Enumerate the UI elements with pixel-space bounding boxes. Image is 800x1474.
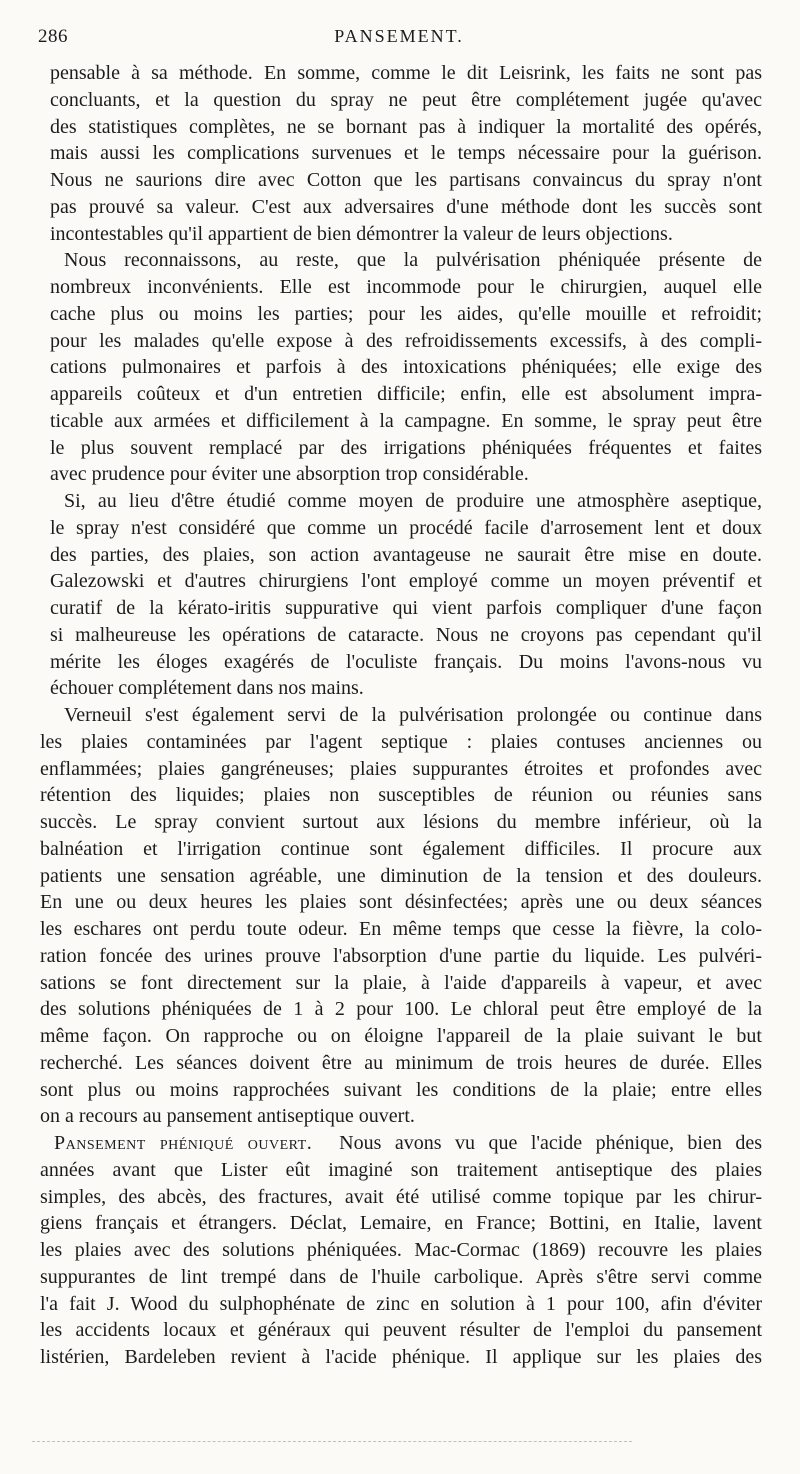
text-line: avec prudence pour éviter une absorption trop considérable. [50,463,529,486]
text-line: Galezowski et d'autres chirurgiens l'ont employé comme un moyen préventif et [50,570,762,593]
text-line: on a recours au pansement antiseptique ouvert. [40,1105,415,1128]
text-line: ticable aux armées et difficilement à la campagne. En somme, le spray peut être [50,409,762,432]
paragraph-start: Si, au lieu d'être étudié comme moyen de produire une atmosphère aseptique, [64,490,762,512]
text-line: sations se font directement sur la plaie, à l'aide d'appareils à vapeur, et avec [40,971,762,994]
text-line: suppurantes de lint trempé dans de l'huile carbolique. Après s'être servi comme [40,1265,762,1288]
paragraph-start: Nous reconnaissons, au reste, que la pulvérisation phéniquée présente de [64,249,762,272]
text-line: appareils coûteux et d'un entretien difficile; enfin, elle est absolument impra- [50,383,762,405]
footer-divider [32,1441,632,1442]
text-line: curatif de la kérato-iritis suppurative qui vient parfois compliquer d'une façon [50,597,762,619]
text-line: nombreux inconvénients. Elle est incommode pour le chirurgien, auquel elle [50,276,762,298]
text-line: incontestables qu'il appartient de bien démontrer la valeur de leurs objections. [50,222,673,245]
text-line: des statistiques complètes, ne se bornant pas à indiquer la mortalité des opérés, [50,115,762,138]
text-line: les eschares ont perdu toute odeur. En même temps que cesse la fièvre, la colo- [40,918,762,940]
text-line: l'a fait J. Wood du sulphophénate de zinc en solution à 1 pour 100, afin d'éviter [40,1292,762,1315]
text-line: patients une sensation agréable, une diminution de la tension et des douleurs. [40,864,762,887]
page-number: 286 [38,26,68,47]
text-line: simples, des abcès, des fractures, avait été utilisé comme topique par les chirur- [40,1185,762,1208]
text-line: Nous ne saurions dire avec Cotton que les partisans convaincus du spray n'ont [50,169,762,191]
text-line: le spray n'est considéré que comme un procédé facile d'arrosement lent et doux [50,516,762,539]
text-line: giens français et étrangers. Déclat, Lemaire, en France; Bottini, en Italie, lavent [40,1212,762,1235]
text-line: le plus souvent remplacé par des irrigations phéniquées fréquentes et faites [50,436,762,459]
section-heading: Pansement phéniqué ouvert. [54,1132,313,1154]
text-line: rétention des liquides; plaies non susceptibles de réunion ou réunies sans [40,784,762,807]
text-line: les plaies contaminées par l'agent septique : plaies contuses anciennes ou [40,730,762,753]
text-line: les accidents locaux et généraux qui peuvent résulter de l'emploi du pansement [40,1319,762,1342]
section-first-line: Nous avons vu que l'acide phénique, bien des [339,1132,762,1154]
text-line: cache plus ou moins les parties; pour les aides, qu'elle mouille et refroidit; [50,302,762,325]
text-line: si malheureuse les opérations de cataracte. Nous ne croyons pas cependant qu'il [50,623,762,646]
paragraph-start [40,1130,762,1157]
text-line: les plaies avec des solutions phéniquées. Mac-Cormac (1869) recouvre les plaies [40,1239,762,1261]
text-line: pensable à sa méthode. En somme, comme le dit Leisrink, les faits ne sont pas [50,62,762,84]
paragraph-start: Verneuil s'est également servi de la pulvérisation prolongée ou continue dans [64,704,762,726]
text-line: balnéation et l'irrigation continue sont également difficiles. Il procure aux [40,837,762,860]
text-line: cations pulmonaires et parfois à des intoxications phéniquées; elle exige des [50,356,762,379]
text-line: même façon. On rapproche ou on éloigne l'appareil de la plaie suivant le but [40,1025,762,1047]
body-text [40,60,762,1371]
text-line: sont plus ou moins rapprochées suivant les conditions de la plaie; entre elles [40,1078,762,1101]
text-line: des solutions phéniquées de 1 à 2 pour 100. Le chloral peut être employé de la [40,998,762,1021]
text-line: concluants, et la question du spray ne peut être complétement jugée qu'avec [50,88,762,111]
text-line: pour les malades qu'elle expose à des refroidissements excessifs, à des compli- [50,329,762,352]
text-line: ration foncée des urines prouve l'absorption d'une partie du liquide. Les pulvéri- [40,944,762,967]
running-title: PANSEMENT. [334,26,464,46]
text-line: succès. Le spray convient surtout aux lésions du membre inférieur, où la [40,811,762,833]
text-line: mérite les éloges exagérés de l'oculiste français. Du moins l'avons-nous vu [50,650,762,673]
text-line: recherché. Les séances doivent être au minimum de trois heures de durée. Elles [40,1051,762,1074]
page-header [38,26,760,56]
text-line: mais aussi les complications survenues et le temps nécessaire pour la guérison. [50,142,762,165]
text-line: En une ou deux heures les plaies sont désinfectées; après une ou deux séances [40,891,762,914]
text-line: des parties, des plaies, son action avantageuse ne saurait être mise en doute. [50,543,762,566]
text-line: échouer complétement dans nos mains. [50,677,364,700]
text-line: années avant que Lister eût imaginé son traitement antiseptique des plaies [40,1158,762,1181]
text-line: pas prouvé sa valeur. C'est aux adversaires d'une méthode dont les succès sont [50,195,762,218]
text-line: listérien, Bardeleben revient à l'acide phénique. Il applique sur les plaies des [40,1346,762,1368]
text-line: enflammées; plaies gangréneuses; plaies suppurantes étroites et profondes avec [40,757,762,780]
